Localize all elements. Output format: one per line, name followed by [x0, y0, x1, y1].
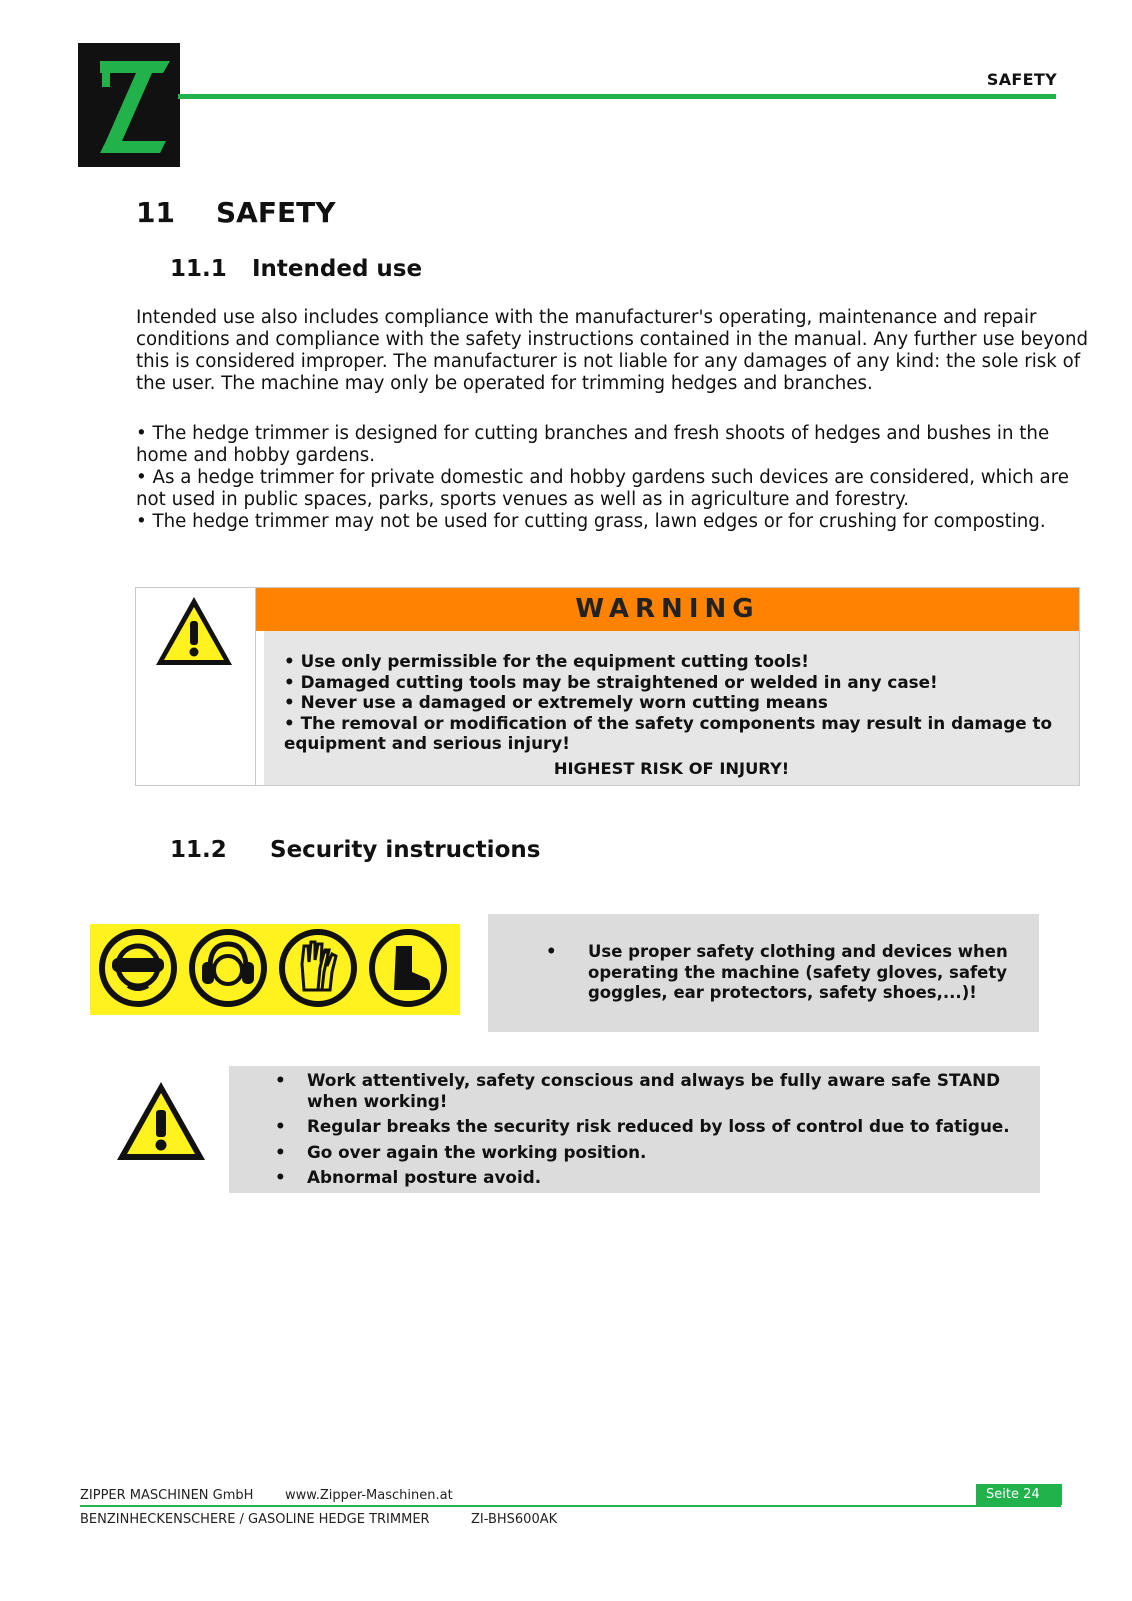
footer-model: ZI-BHS600AK [471, 1512, 558, 1527]
list-item-text: Work attentively, safety conscious and always be fully aware safe STAND when working! [307, 1070, 1001, 1111]
list-item: • The hedge trimmer is designed for cutting branches and fresh shoots of hedges and bushes in the home and hobby gardens. [136, 423, 1050, 466]
list-item [245, 1142, 1035, 1163]
list-item-text: Use proper safety clothing and devices when operating the machine (safety gloves, safety goggles, ear protectors, safety shoes,...)! [588, 942, 1008, 1002]
list-item [245, 1116, 1035, 1137]
list-item: • Damaged cutting tools may be straightened or welded in any case! [284, 671, 938, 692]
section-heading-intended-use [170, 256, 422, 282]
bullet-icon: • [275, 1116, 286, 1136]
safety-boot-icon [368, 928, 448, 1008]
bullet-icon: • [275, 1141, 286, 1162]
list-item: • As a hedge trimmer for private domestic and hobby gardens such devices are considered, which are not used in public spaces, parks, sports venues as well as in agriculture and forestry. [136, 467, 1069, 510]
work-instructions-box [229, 1066, 1040, 1193]
work-instructions-list [245, 1070, 1035, 1193]
list-item [518, 942, 1028, 1004]
bullet-icon: • [275, 1070, 286, 1090]
section-heading-security [170, 837, 540, 863]
section-number: 11.1 [170, 256, 227, 282]
section-title: Security instructions [270, 837, 541, 863]
list-item [245, 1167, 1035, 1188]
gloves-icon [278, 928, 358, 1008]
ppe-icons-strip [90, 924, 460, 1015]
warning-title: WARNING [256, 588, 1079, 631]
list-item: • Never use a damaged or extremely worn cutting means [284, 692, 828, 712]
list-item: • The removal or modification of the safety components may result in damage to equipment and serious injury! [284, 712, 1052, 753]
footer-website-link[interactable]: www.Zipper-Maschinen.at [285, 1488, 453, 1503]
chapter-title: SAFETY [216, 196, 336, 229]
warning-triangle-icon [115, 1080, 207, 1162]
list-item-text: Regular breaks the security risk reduced by loss of control due to fatigue. [307, 1116, 1010, 1136]
section-title: Intended use [252, 256, 423, 282]
warning-icon-cell [136, 588, 256, 785]
warning-body [264, 631, 1079, 785]
list-item-text: Go over again the working position. [307, 1141, 647, 1162]
intended-use-bullets [136, 423, 1096, 533]
footer-page-number: Seite 24 [976, 1484, 1062, 1505]
footer-company: ZIPPER MASCHINEN GmbH [80, 1488, 254, 1503]
bullet-icon: • [546, 942, 557, 961]
zipper-logo [78, 43, 180, 167]
intended-use-paragraph: Intended use also includes compliance with the manufacturer's operating, maintenance and repair conditions and compliance with the safety instructions contained in the manual. Any further use beyond this is considered improper. The manufacturer is not liable for any damages of any kind: the sole risk of the user. The machine may only be operated for trimming hedges and branches. [136, 307, 1089, 394]
chapter-number: 11 [136, 196, 175, 229]
bullet-icon: • [275, 1167, 286, 1187]
ppe-instruction [518, 942, 1028, 1004]
list-item [245, 1070, 1035, 1111]
header-section-label: SAFETY [986, 70, 1057, 89]
list-item: • The hedge trimmer may not be used for cutting grass, lawn edges or for crushing for composting. [136, 511, 1046, 532]
chapter-heading [136, 196, 335, 229]
warning-triangle-icon [154, 595, 234, 667]
header-rule [178, 94, 1056, 99]
warning-box [135, 587, 1080, 786]
list-item: • Use only permissible for the equipment cutting tools! [284, 651, 809, 671]
footer-rule [80, 1505, 1061, 1507]
section-number: 11.2 [170, 837, 227, 863]
warning-list [284, 651, 1069, 754]
goggles-icon [98, 928, 178, 1008]
footer-product: BENZINHECKENSCHERE / GASOLINE HEDGE TRIMMER [80, 1512, 430, 1527]
warning-footer: HIGHEST RISK OF INJURY! [553, 759, 790, 778]
list-item-text: Abnormal posture avoid. [307, 1167, 542, 1187]
ppe-instruction-box [488, 914, 1039, 1032]
ear-protection-icon [188, 928, 268, 1008]
